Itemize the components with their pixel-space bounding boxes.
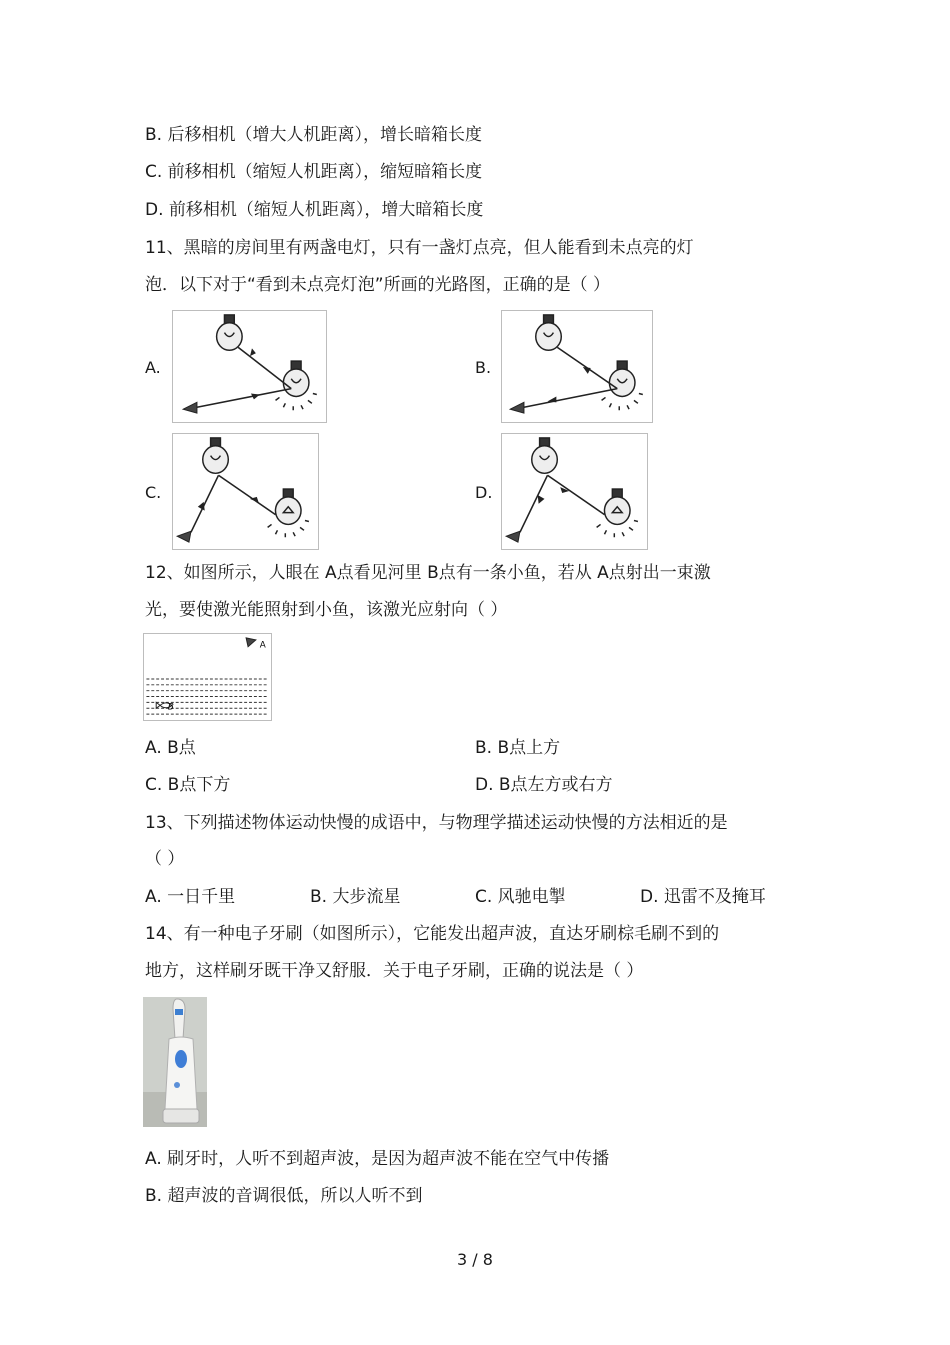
- q13-stem-line1: 13、下列描述物体运动快慢的成语中，与物理学描述运动快慢的方法相近的是: [145, 813, 728, 833]
- q12-stem-line1: 12、如图所示，人眼在 A点看见河里 B点有一条小鱼，若从 A点射出一束激: [145, 563, 711, 583]
- q11-option-a-label: A.: [145, 358, 161, 377]
- q14-option-a: A. 刷牙时，人听不到超声波，是因为超声波不能在空气中传播: [145, 1149, 610, 1169]
- light-path-diagram-b: [502, 311, 652, 422]
- unlit-bulb-icon: [536, 315, 562, 350]
- q12-option-a: A. B点: [145, 738, 196, 758]
- eye-icon: [510, 402, 524, 413]
- q10-option-d: D. 前移相机（缩短人机距离），增大暗箱长度: [145, 200, 484, 220]
- unlit-bulb-icon: [217, 315, 243, 350]
- q13-option-a: A. 一日千里: [145, 887, 236, 907]
- lit-bulb-icon: [602, 361, 643, 410]
- q12-stem-line2: 光，要使激光能照射到小鱼，该激光应射向（ ）: [145, 600, 508, 620]
- q11-option-d-label: D.: [475, 483, 493, 502]
- q11-stem-line2: 泡．以下对于“看到未点亮灯泡”所画的光路图，正确的是（ ）: [145, 275, 611, 295]
- q11-stem-line1: 11、黑暗的房间里有两盏电灯，只有一盏灯点亮，但人能看到未点亮的灯: [145, 238, 694, 258]
- q11-figure-a: [172, 310, 327, 423]
- eye-icon: [246, 638, 256, 647]
- q11-option-b-label: B.: [475, 358, 492, 377]
- q12-option-b: B. B点上方: [475, 738, 561, 758]
- q10-option-c: C. 前移相机（缩短人机距离），缩短暗箱长度: [145, 162, 483, 182]
- light-path-diagram-c: [173, 434, 318, 549]
- q11-option-c-label: C.: [145, 483, 162, 502]
- q14-stem-line1: 14、有一种电子牙刷（如图所示），它能发出超声波，直达牙刷棕毛刷不到的: [145, 924, 720, 944]
- q11-figure-c: [172, 433, 319, 550]
- eye-icon: [177, 531, 191, 542]
- q11-figure-d: [501, 433, 648, 550]
- q14-stem-line2: 地方，这样刷牙既干净又舒服．关于电子牙刷，正确的说法是（ ）: [145, 961, 644, 981]
- q13-option-c: C. 风驰电掣: [475, 887, 566, 907]
- unlit-bulb-icon: [203, 438, 229, 473]
- q12-option-d: D. B点左方或右方: [475, 775, 613, 795]
- q10-option-b: B. 后移相机（增大人机距离），增长暗箱长度: [145, 125, 482, 145]
- lit-bulb-icon: [276, 361, 317, 410]
- unlit-bulb-icon: [532, 438, 558, 473]
- page-number: 3 / 8: [457, 1250, 493, 1269]
- toothbrush-photo: [143, 997, 207, 1127]
- light-path-diagram-a: [173, 311, 326, 422]
- q12-option-c: C. B点下方: [145, 775, 231, 795]
- q12-river-figure: [143, 633, 272, 721]
- point-b-label: B: [167, 702, 174, 713]
- river-diagram: [144, 634, 271, 720]
- eye-icon: [183, 402, 197, 413]
- light-path-diagram-d: [502, 434, 647, 549]
- q13-option-b: B. 大步流星: [310, 887, 401, 907]
- q14-option-b: B. 超声波的音调很低，所以人听不到: [145, 1186, 423, 1206]
- water-surface: [146, 679, 268, 714]
- q13-stem-line2: （ ）: [145, 849, 185, 869]
- electric-toothbrush-image: [143, 997, 207, 1127]
- eye-icon: [506, 531, 520, 542]
- q11-figure-b: [501, 310, 653, 423]
- q13-option-d: D. 迅雷不及掩耳: [640, 887, 766, 907]
- point-a-label: A: [259, 640, 266, 651]
